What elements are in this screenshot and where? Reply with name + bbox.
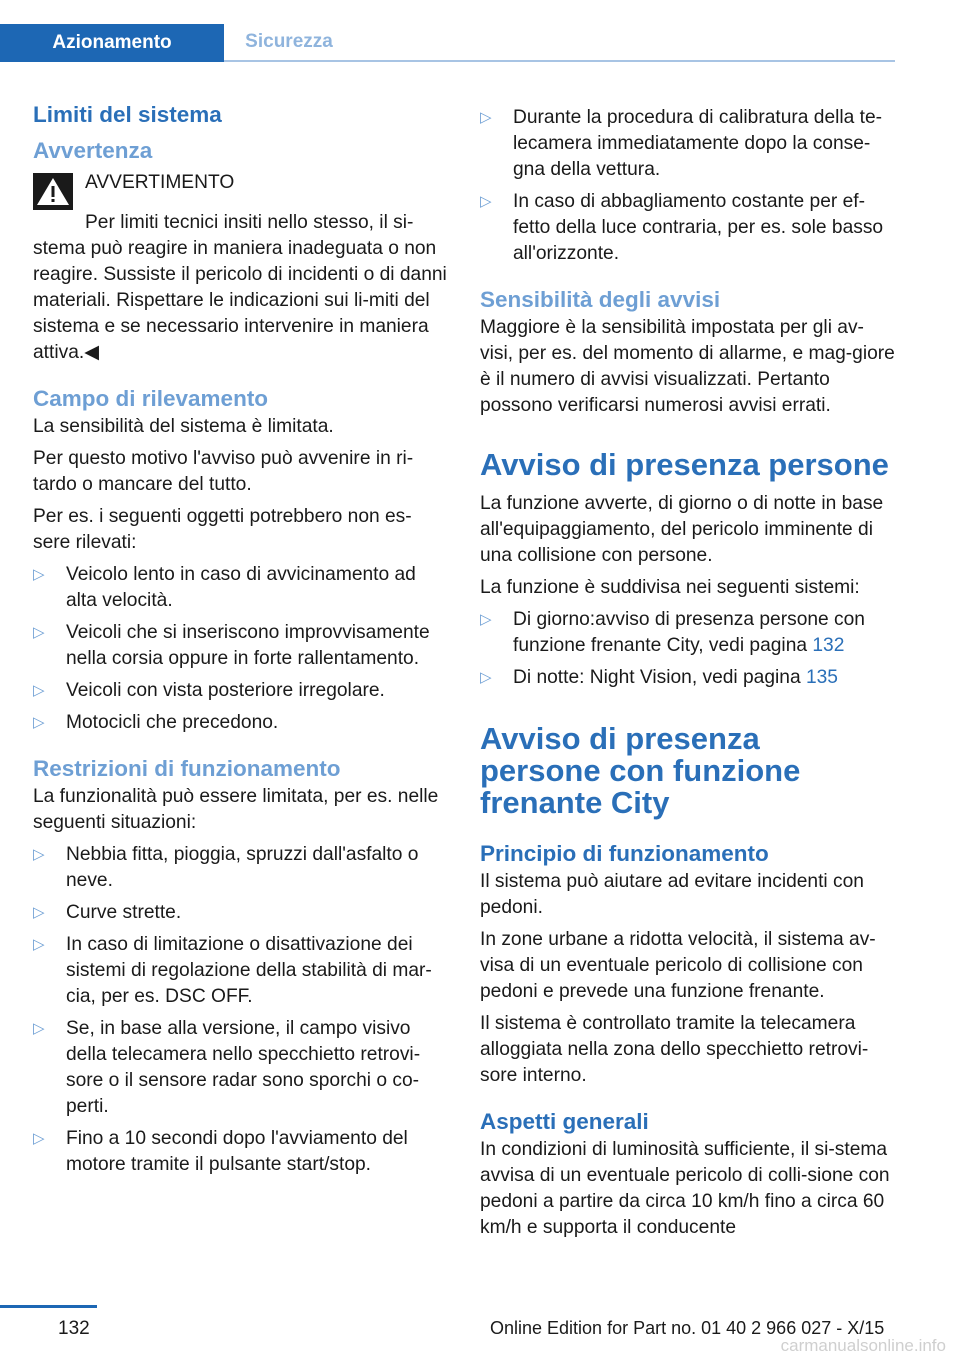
person-paragraph-1: La funzione avverte, di giorno o di notte in base all'equipaggiamento, del pericolo imminente di una collisione con persone. xyxy=(480,493,884,566)
page-header xyxy=(0,24,895,62)
list-item-text: Di giorno:avviso di presenza persone con funzione frenante City, vedi pagina xyxy=(513,609,865,656)
list-item: ▷ In caso di limitazione o disattivazione dei sistemi di regolazione della stabilità di mar-cia, per es. DSC OFF. xyxy=(33,932,448,1010)
heading-sensitivity: Sensibilità degli avvisi xyxy=(480,287,721,312)
footer-divider xyxy=(0,1305,97,1308)
right-column xyxy=(480,105,895,1241)
warning-title: AVVERTIMENTO xyxy=(85,172,235,193)
watermark: carmanualsonline.info xyxy=(780,1336,946,1355)
sensitivity-paragraph: Maggiore è la sensibilità impostata per gli av-visi, per es. del momento di allarme, e mag-giore è il numero di avvisi visualizzati. Pertanto possono verificarsi numerosi avvisi errati. xyxy=(480,317,895,416)
top-list xyxy=(480,105,895,267)
list-item xyxy=(480,665,895,691)
warning-triangle-icon xyxy=(33,173,73,210)
range-list xyxy=(33,562,448,736)
principle-paragraph-3: Il sistema è controllato tramite la telecamera alloggiata nella zona dello specchietto retrovi-sore interno. xyxy=(480,1013,869,1086)
list-item-text: Di notte: Night Vision, vedi pagina xyxy=(513,667,806,688)
list-item: ▷ Motocicli che precedono. xyxy=(33,710,448,736)
tab-azionamento[interactable]: Azionamento xyxy=(0,24,224,62)
heading-restrictions: Restrizioni di funzionamento xyxy=(33,756,341,781)
heading-warning: Avvertenza xyxy=(33,138,153,163)
principle-paragraph-1: Il sistema può aiutare ad evitare incidenti con pedoni. xyxy=(480,871,864,918)
page-link-135[interactable]: 135 xyxy=(805,667,838,688)
list-item: ▷ In caso di abbagliamento costante per ef-fetto della luce contraria, per es. sole basso all'orizzonte. xyxy=(480,189,895,267)
list-item: ▷ Se, in base alla versione, il campo visivo della telecamera nello specchietto retrovi-sore o il sensore radar sono sporchi o co-perti. xyxy=(33,1016,448,1120)
tab-sicurezza[interactable]: Sicurezza xyxy=(245,31,333,52)
general-paragraph: In condizioni di luminosità sufficiente, il si-stema avvisa di un eventuale pericolo di colli-sione con pedoni a partire da circa 10 km/h fino a circa 60 km/h e supporta il conducente xyxy=(480,1139,890,1238)
edition-text: Online Edition for Part no. 01 40 2 966 027 - X/15 xyxy=(490,1318,885,1338)
principle-paragraph-2: In zone urbane a ridotta velocità, il sistema av-visa di un eventuale pericolo di collisione con pedoni e prevede una funzione frenante. xyxy=(480,929,876,1002)
page-link-132[interactable]: 132 xyxy=(812,635,845,656)
list-item xyxy=(480,607,895,659)
range-paragraph-1: La sensibilità del sistema è limitata. xyxy=(33,416,334,437)
heading-limits: Limiti del sistema xyxy=(33,102,222,127)
person-paragraph-2: La funzione è suddivisa nei seguenti sistemi: xyxy=(480,577,860,598)
list-item: ▷ Curve strette. xyxy=(33,900,448,926)
header-divider xyxy=(224,60,895,62)
range-paragraph-2: Per questo motivo l'avviso può avvenire in ri-tardo o mancare del tutto. xyxy=(33,448,414,495)
list-item: ▷ Veicolo lento in caso di avvicinamento ad alta velocità. xyxy=(33,562,448,614)
list-item: ▷ Nebbia fitta, pioggia, spruzzi dall'asfalto o neve. xyxy=(33,842,448,894)
heading-person-warning: Avviso di presenza persone xyxy=(480,447,889,482)
restrictions-list xyxy=(33,842,448,1178)
heading-city-brake: Avviso di presenza persone con funzione frenante City xyxy=(480,721,801,820)
left-column xyxy=(33,100,448,1178)
list-item: ▷ Veicoli che si inseriscono improvvisamente nella corsia oppure in forte rallentamento. xyxy=(33,620,448,672)
heading-general-aspects: Aspetti generali xyxy=(480,1109,649,1134)
heading-principle: Principio di funzionamento xyxy=(480,841,769,866)
restrictions-paragraph: La funzionalità può essere limitata, per es. nelle seguenti situazioni: xyxy=(33,786,439,833)
list-item: ▷ Veicoli con vista posteriore irregolare. xyxy=(33,678,448,704)
list-item: ▷ Fino a 10 secondi dopo l'avviamento del motore tramite il pulsante start/stop. xyxy=(33,1126,448,1178)
page-number: 132 xyxy=(58,1318,90,1339)
range-paragraph-3: Per es. i seguenti oggetti potrebbero non es-sere rilevati: xyxy=(33,506,412,553)
list-item: ▷ Durante la procedura di calibratura della te-lecamera immediatamente dopo la conse-gna della vettura. xyxy=(480,105,895,183)
warning-block xyxy=(33,170,448,366)
person-list xyxy=(480,607,895,691)
warning-text: Per limiti tecnici insiti nello stesso, il si-stema può reagire in maniera inadeguata o non reagire. Sussiste il pericolo di incidenti o di danni materiali. Rispettare le indicazioni sui li-miti del sistema e se necessario intervenire in maniera attiva.◀ xyxy=(33,212,447,363)
heading-detection-range: Campo di rilevamento xyxy=(33,386,269,411)
